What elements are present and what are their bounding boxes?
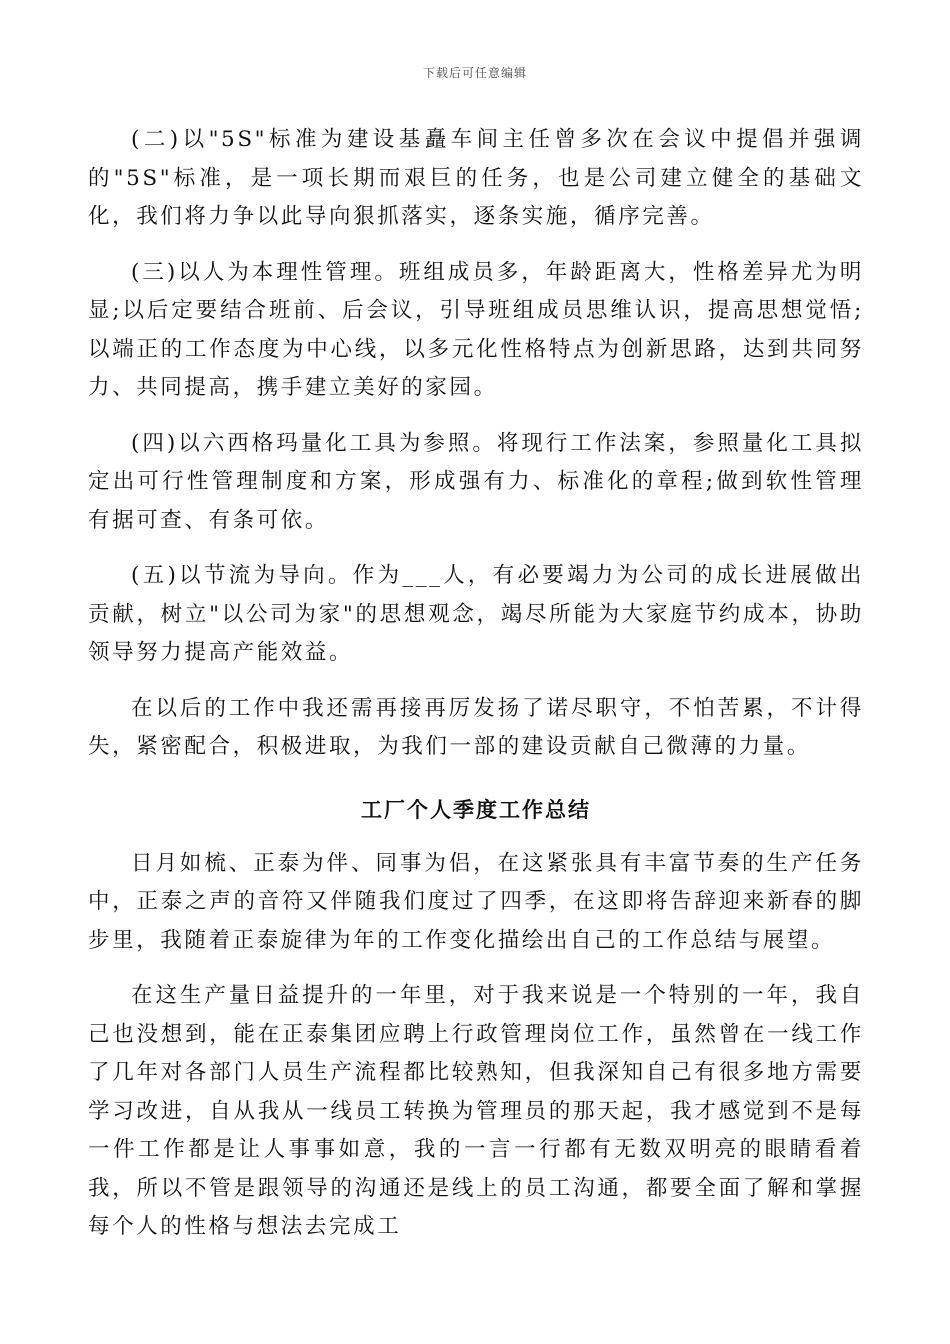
paragraph-item-4: (四)以六西格玛量化工具为参照。将现行工作法案，参照量化工具拟定出可行性管理制度和方案，形成强有力、标准化的章程;做到软性管理有据可查、有条可依。	[88, 430, 864, 533]
page-header: 下载后可任意编辑	[422, 66, 527, 80]
paragraph-conclusion: 在以后的工作中我还需再接再厉发扬了诺尽职守，不怕苦累，不计得失，紧密配合，积极进取，为我们一部的建设贡献自己微薄的力量。	[88, 695, 864, 759]
paragraph-item-3: (三)以人为本理性管理。班组成员多，年龄距离大，性格差异尤为明显;以后定要结合班前、后会议，引导班组成员思维认识，提高思想觉悟;以端正的工作态度为中心线，以多元化性格特点为创新思路，达到共同努力、共同提高，携手建立美好的家园。	[88, 259, 864, 400]
document-body	[88, 121, 864, 1264]
paragraph-item-2: (二)以"5S"标准为建设基矗车间主任曾多次在会议中提倡并强调的"5S"标准，是一项长期而艰巨的任务，也是公司建立健全的基础文化，我们将力争以此导向狠抓落实，逐条实施，循序完善。	[88, 127, 864, 229]
section-title: 工厂个人季度工作总结	[361, 796, 591, 822]
paragraph-item-5: (五)以节流为导向。作为___人，有必要竭力为公司的成长进展做出贡献，树立"以公司为家"的思想观念，竭尽所能为大家庭节约成本，协助领导努力提高产能效益。	[88, 563, 864, 665]
paragraph-intro: 日月如梳、正泰为伴、同事为侣，在这紧张具有丰富节奏的生产任务中，正泰之声的音符又伴随我们度过了四季，在这即将告辞迎来新春的脚步里，我随着正泰旋律为年的工作变化描绘出自己的工作总结与展望。	[88, 850, 864, 953]
paragraph-body: 在这生产量日益提升的一年里，对于我来说是一个特别的一年，我自己也没想到，能在正泰集团应聘上行政管理岗位工作，虽然曾在一线工作了几年对各部门人员生产流程都比较熟知，但我深知自己有很多地方需要学习改进，自从我从一线员工转换为管理员的那天起，我才感觉到不是每一件工作都是让人事事如意，我的一言一行都有无数双明亮的眼睛看着我，所以不管是跟领导的沟通还是线上的员工沟通，都要全面了解和掌握每个人的性格与想法去完成工	[88, 983, 864, 1239]
